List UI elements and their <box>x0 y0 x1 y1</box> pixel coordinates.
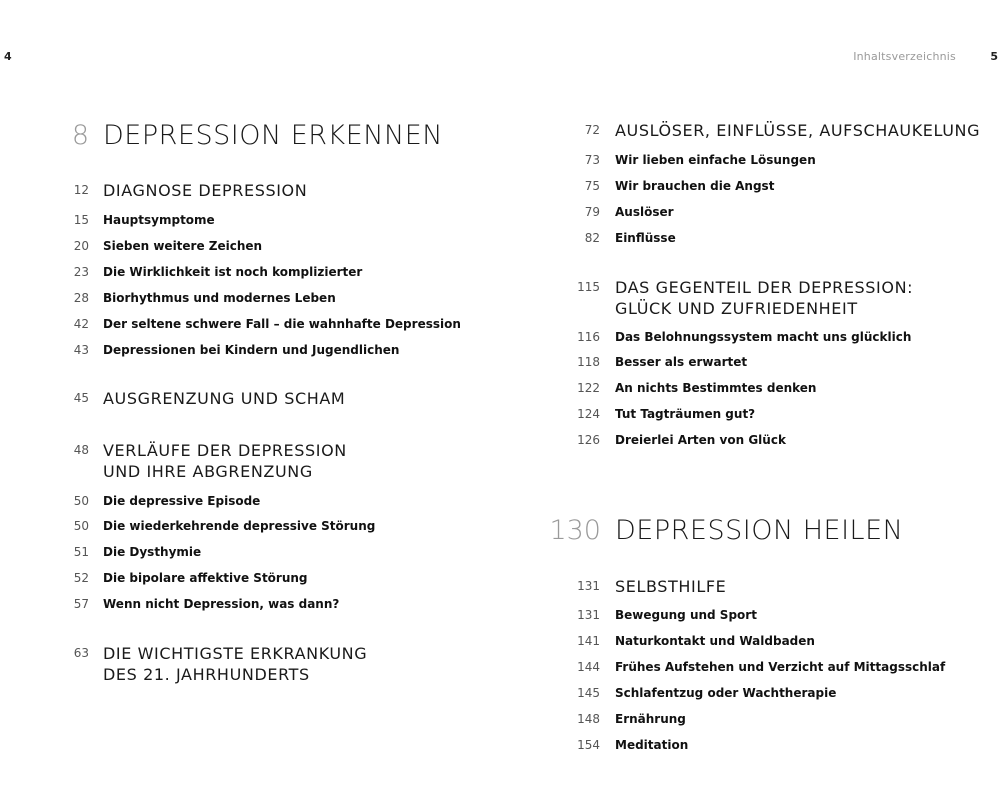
page-number-right: 5 <box>990 50 998 63</box>
item-title: Wir brauchen die Angst <box>615 179 775 193</box>
section-title-line-2: GLÜCK UND ZUFRIEDENHEIT <box>615 299 858 318</box>
item-page-number: 75 <box>584 179 600 193</box>
section-page-number: 12 <box>73 183 89 197</box>
item-title: Das Belohnungssystem macht uns glücklich <box>615 330 912 344</box>
item-page-number: 116 <box>577 330 600 344</box>
item-title: An nichts Bestimmtes denken <box>615 381 817 395</box>
item-title: Depressionen bei Kindern und Jugendlichen <box>103 343 400 357</box>
item-title: Tut Tagträumen gut? <box>615 407 756 421</box>
item-title: Frühes Aufstehen und Verzicht auf Mittagsschlaf <box>615 660 946 674</box>
item-title: Die Dysthymie <box>103 545 202 559</box>
item-title: Ernährung <box>615 712 686 726</box>
item-page-number: 51 <box>73 545 89 559</box>
item-page-number: 23 <box>73 265 89 279</box>
item-page-number: 79 <box>584 205 600 219</box>
item-title: Schlafentzug oder Wachtherapie <box>615 686 837 700</box>
item-page-number: 126 <box>577 433 600 447</box>
item-page-number: 122 <box>577 381 600 395</box>
running-head: Inhaltsverzeichnis <box>853 50 956 63</box>
item-title: Biorhythmus und modernes Leben <box>103 291 336 305</box>
item-title: Dreierlei Arten von Glück <box>615 433 786 447</box>
item-page-number: 82 <box>584 231 600 245</box>
item-page-number: 118 <box>577 355 600 369</box>
item-title: Die Wirklichkeit ist noch komplizierter <box>103 265 363 279</box>
item-page-number: 42 <box>73 317 89 331</box>
section-title: AUSLÖSER, EINFLÜSSE, AUFSCHAUKELUNG <box>615 121 981 140</box>
section-page-number: 72 <box>584 123 600 137</box>
item-page-number: 20 <box>73 239 89 253</box>
item-page-number: 73 <box>584 153 600 167</box>
part-page-number: 130 <box>549 515 601 546</box>
section-page-number: 45 <box>73 391 89 405</box>
item-page-number: 154 <box>577 738 600 752</box>
item-title: Wenn nicht Depression, was dann? <box>103 597 340 611</box>
section-title-line-1: DIE WICHTIGSTE ERKRANKUNG <box>103 644 368 663</box>
item-title: Naturkontakt und Waldbaden <box>615 634 815 648</box>
item-title: Der seltene schwere Fall – die wahnhafte Depression <box>103 317 461 331</box>
item-page-number: 131 <box>577 608 600 622</box>
section-title: DIAGNOSE DEPRESSION <box>103 181 308 200</box>
section-page-number: 115 <box>577 280 600 294</box>
part-page-number: 8 <box>71 120 89 151</box>
item-page-number: 52 <box>73 571 89 585</box>
part-title: DEPRESSION HEILEN <box>615 515 904 546</box>
item-page-number: 144 <box>577 660 600 674</box>
item-title: Sieben weitere Zeichen <box>103 239 263 253</box>
item-page-number: 15 <box>73 213 89 227</box>
section-title-line-1: DAS GEGENTEIL DER DEPRESSION: <box>615 278 914 297</box>
item-title: Wir lieben einfache Lösungen <box>615 153 816 167</box>
item-title: Auslöser <box>615 205 674 219</box>
item-title: Die wiederkehrende depressive Störung <box>103 519 376 533</box>
item-page-number: 57 <box>73 597 89 611</box>
item-page-number: 124 <box>577 407 600 421</box>
item-page-number: 50 <box>73 519 89 533</box>
item-title: Hauptsymptome <box>103 213 215 227</box>
section-title-line-2: UND IHRE ABGRENZUNG <box>103 462 313 481</box>
section-title-line-1: VERLÄUFE DER DEPRESSION <box>103 441 347 460</box>
section-title: AUSGRENZUNG UND SCHAM <box>103 389 346 408</box>
item-page-number: 28 <box>73 291 89 305</box>
item-title: Die bipolare affektive Störung <box>103 571 308 585</box>
section-page-number: 48 <box>73 443 89 457</box>
section-title-line-2: DES 21. JAHRHUNDERTS <box>103 665 310 684</box>
item-title: Die depressive Episode <box>103 494 261 508</box>
item-page-number: 141 <box>577 634 600 648</box>
item-page-number: 50 <box>73 494 89 508</box>
item-title: Besser als erwartet <box>615 355 748 369</box>
section-page-number: 63 <box>73 646 89 660</box>
section-title: SELBSTHILFE <box>615 577 727 596</box>
item-page-number: 148 <box>577 712 600 726</box>
item-title: Bewegung und Sport <box>615 608 757 622</box>
item-title: Meditation <box>615 738 689 752</box>
part-title: DEPRESSION ERKENNEN <box>103 120 443 151</box>
item-title: Einflüsse <box>615 231 676 245</box>
item-page-number: 145 <box>577 686 600 700</box>
section-page-number: 131 <box>577 579 600 593</box>
page-number-left: 4 <box>4 50 12 63</box>
item-page-number: 43 <box>73 343 89 357</box>
